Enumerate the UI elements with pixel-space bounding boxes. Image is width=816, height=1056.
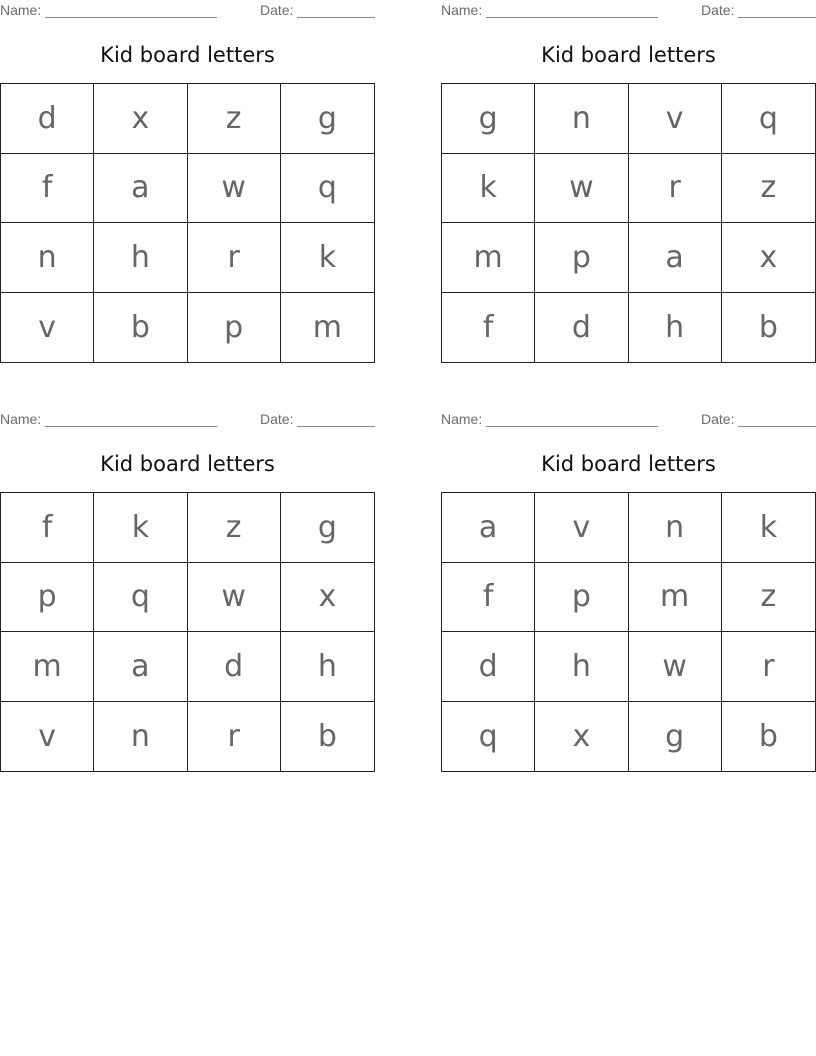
letter-cell[interactable]: n — [535, 84, 628, 154]
letter-cell[interactable]: g — [281, 84, 374, 154]
name-label: Name: — [0, 411, 42, 427]
name-field-line[interactable] — [45, 426, 217, 427]
letter-cell[interactable]: q — [94, 563, 187, 633]
date-field-line[interactable] — [297, 426, 375, 427]
letter-cell[interactable]: h — [629, 293, 722, 363]
letter-cell[interactable]: p — [1, 563, 94, 633]
letter-cell[interactable]: x — [535, 702, 628, 772]
letter-cell[interactable]: b — [94, 293, 187, 363]
name-date-row — [0, 411, 375, 427]
letter-cell[interactable]: f — [442, 563, 535, 633]
letter-cell[interactable]: h — [94, 223, 187, 293]
letter-cell[interactable]: q — [281, 154, 374, 224]
letter-cell[interactable]: m — [312, 309, 342, 345]
letter-cell[interactable]: n — [94, 702, 187, 772]
letter-cell[interactable]: r — [629, 154, 722, 224]
date-label: Date: — [260, 2, 294, 18]
letter-cell[interactable]: q — [442, 702, 535, 772]
date-field-line[interactable] — [738, 17, 816, 18]
letter-cell[interactable]: p — [535, 563, 628, 633]
letter-cell[interactable]: p — [188, 293, 281, 363]
letter-cell[interactable]: v — [1, 702, 94, 772]
letter-cell[interactable]: m — [629, 563, 722, 633]
date-field-line[interactable] — [297, 17, 375, 18]
name-field-line[interactable] — [486, 17, 658, 18]
name-label: Name: — [441, 411, 483, 427]
letter-cell[interactable]: k — [281, 223, 374, 293]
letter-cell[interactable]: h — [535, 632, 628, 702]
letter-cell[interactable]: n — [629, 493, 722, 563]
card-title: Kid board letters — [100, 452, 275, 476]
letter-cell[interactable]: w — [629, 632, 722, 702]
date-label: Date: — [701, 411, 735, 427]
name-label: Name: — [0, 2, 42, 18]
letter-cell[interactable]: g — [442, 84, 535, 154]
letter-cell[interactable]: n — [1, 223, 94, 293]
letter-cell[interactable]: w — [188, 563, 281, 633]
letter-cell[interactable]: r — [188, 702, 281, 772]
letter-cell[interactable]: f — [1, 493, 94, 563]
letter-grid — [0, 83, 375, 363]
date-label: Date: — [701, 2, 735, 18]
letter-cell[interactable]: d — [535, 293, 628, 363]
letter-cell[interactable]: r — [188, 223, 281, 293]
letter-cell[interactable]: f — [1, 154, 94, 224]
letter-grid — [441, 492, 816, 772]
letter-cell[interactable]: k — [94, 493, 187, 563]
letter-cell[interactable]: r — [722, 632, 815, 702]
letter-cell[interactable]: f — [442, 293, 535, 363]
name-date-row — [441, 411, 816, 427]
letter-cell[interactable]: b — [758, 309, 778, 345]
letter-cell[interactable]: x — [722, 223, 815, 293]
letter-cell[interactable]: g — [629, 702, 722, 772]
letter-cell[interactable]: g — [281, 493, 374, 563]
letter-cell[interactable]: h — [281, 632, 374, 702]
letter-cell[interactable]: d — [442, 632, 535, 702]
letter-cell[interactable]: w — [535, 154, 628, 224]
card-title: Kid board letters — [541, 43, 716, 67]
letter-cell[interactable]: p — [535, 223, 628, 293]
letter-cell[interactable]: z — [722, 154, 815, 224]
letter-cell[interactable]: k — [442, 154, 535, 224]
name-field-line[interactable] — [45, 17, 217, 18]
letter-cell[interactable]: x — [281, 563, 374, 633]
letter-cell[interactable]: d — [188, 632, 281, 702]
letter-cell[interactable]: k — [722, 493, 815, 563]
card-title: Kid board letters — [100, 43, 275, 67]
date-field-line[interactable] — [738, 426, 816, 427]
letter-cell[interactable]: z — [188, 84, 281, 154]
letter-cell[interactable]: v — [535, 493, 628, 563]
letter-cell[interactable]: m — [442, 223, 535, 293]
letter-cell[interactable]: z — [722, 563, 815, 633]
letter-cell[interactable]: w — [188, 154, 281, 224]
letter-cell[interactable]: a — [94, 154, 187, 224]
letter-cell[interactable]: z — [188, 493, 281, 563]
letter-cell[interactable]: d — [1, 84, 94, 154]
letter-cell[interactable]: x — [94, 84, 187, 154]
letter-cell[interactable]: m — [1, 632, 94, 702]
letter-cell[interactable]: q — [722, 84, 815, 154]
letter-cell[interactable]: a — [629, 223, 722, 293]
letter-cell[interactable]: a — [94, 632, 187, 702]
letter-cell[interactable]: v — [1, 293, 94, 363]
card-title: Kid board letters — [541, 452, 716, 476]
letter-cell[interactable]: v — [629, 84, 722, 154]
name-date-row — [441, 2, 816, 18]
name-label: Name: — [441, 2, 483, 18]
letter-cell[interactable]: b — [317, 718, 337, 754]
letter-grid — [0, 492, 375, 772]
name-date-row — [0, 2, 375, 18]
name-field-line[interactable] — [486, 426, 658, 427]
letter-cell[interactable]: b — [758, 718, 778, 754]
letter-grid — [441, 83, 816, 363]
date-label: Date: — [260, 411, 294, 427]
letter-cell[interactable]: a — [442, 493, 535, 563]
